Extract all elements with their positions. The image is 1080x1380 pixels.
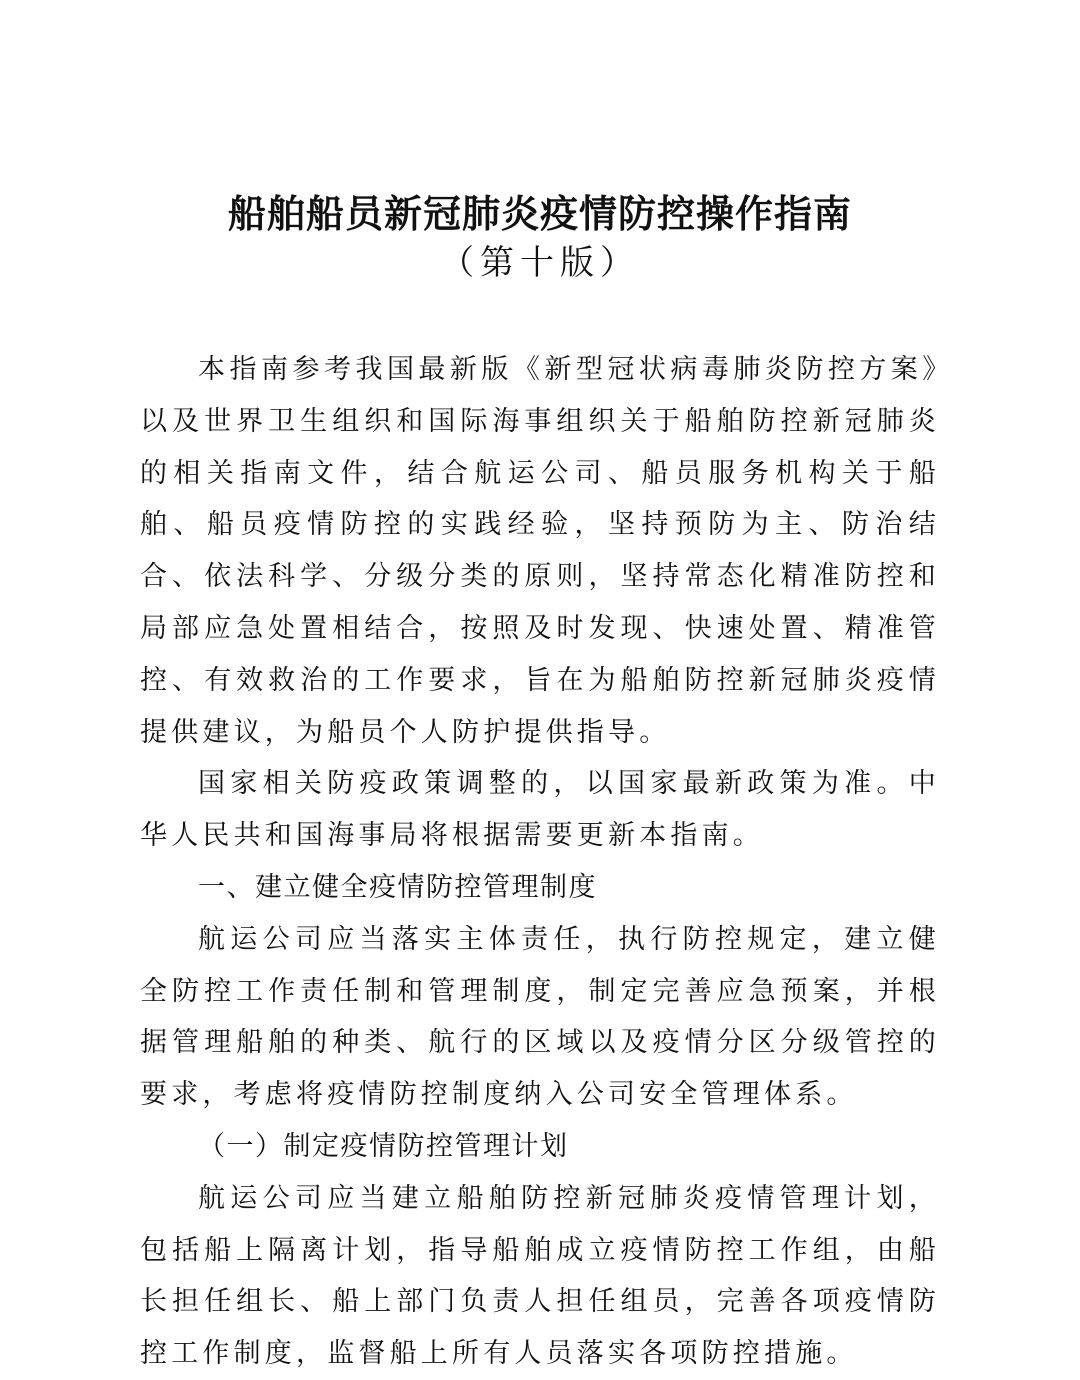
section-paragraph: 航运公司应当落实主体责任，执行防控规定，建立健全防控工作责任制和管理制度，制定完善应急预案，并根据管理船舶的种类、航行的区域以及疫情分区分级管控的要求，考虑将疫情防控制度纳入公司安全管理体系。 [140,923,940,1111]
document-title: 船舶船员新冠肺炎疫情防控操作指南 [227,192,852,236]
policy-paragraph: 国家相关防疫政策调整的，以国家最新政策为准。中华人民共和国海事局将根据需要更新本指南。 [140,768,940,852]
intro-paragraph: 本指南参考我国最新版《新型冠状病毒肺炎防控方案》以及世界卫生组织和国际海事组织关于船舶防控新冠肺炎的相关指南文件，结合航运公司、船员服务机构关于船舶、船员疫情防控的实践经验，坚持预防为主、防治结合、依法科学、分级分类的原则，坚持常态化精准防控和局部应急处置相结合，按照及时发现、快速处置、精准管控、有效救治的工作要求，旨在为船舶防控新冠肺炎疫情提供建议，为船员个人防护提供指导。 [140,354,940,748]
subsection-paragraph: 航运公司应当建立船舶防控新冠肺炎疫情管理计划，包括船上隔离计划，指导船舶成立疫情防控工作组，由船长担任组长、船上部门负责人担任组员，完善各项疫情防控工作制度，监督船上所有人员落实各项防控措施。 [140,1182,940,1370]
document-body [140,344,940,1380]
subsection-heading: （一）制定疫情防控管理计划 [198,1130,569,1162]
section-heading: 一、建立健全疫情防控管理制度 [198,871,597,903]
document-subtitle: （第十版） [440,243,640,283]
